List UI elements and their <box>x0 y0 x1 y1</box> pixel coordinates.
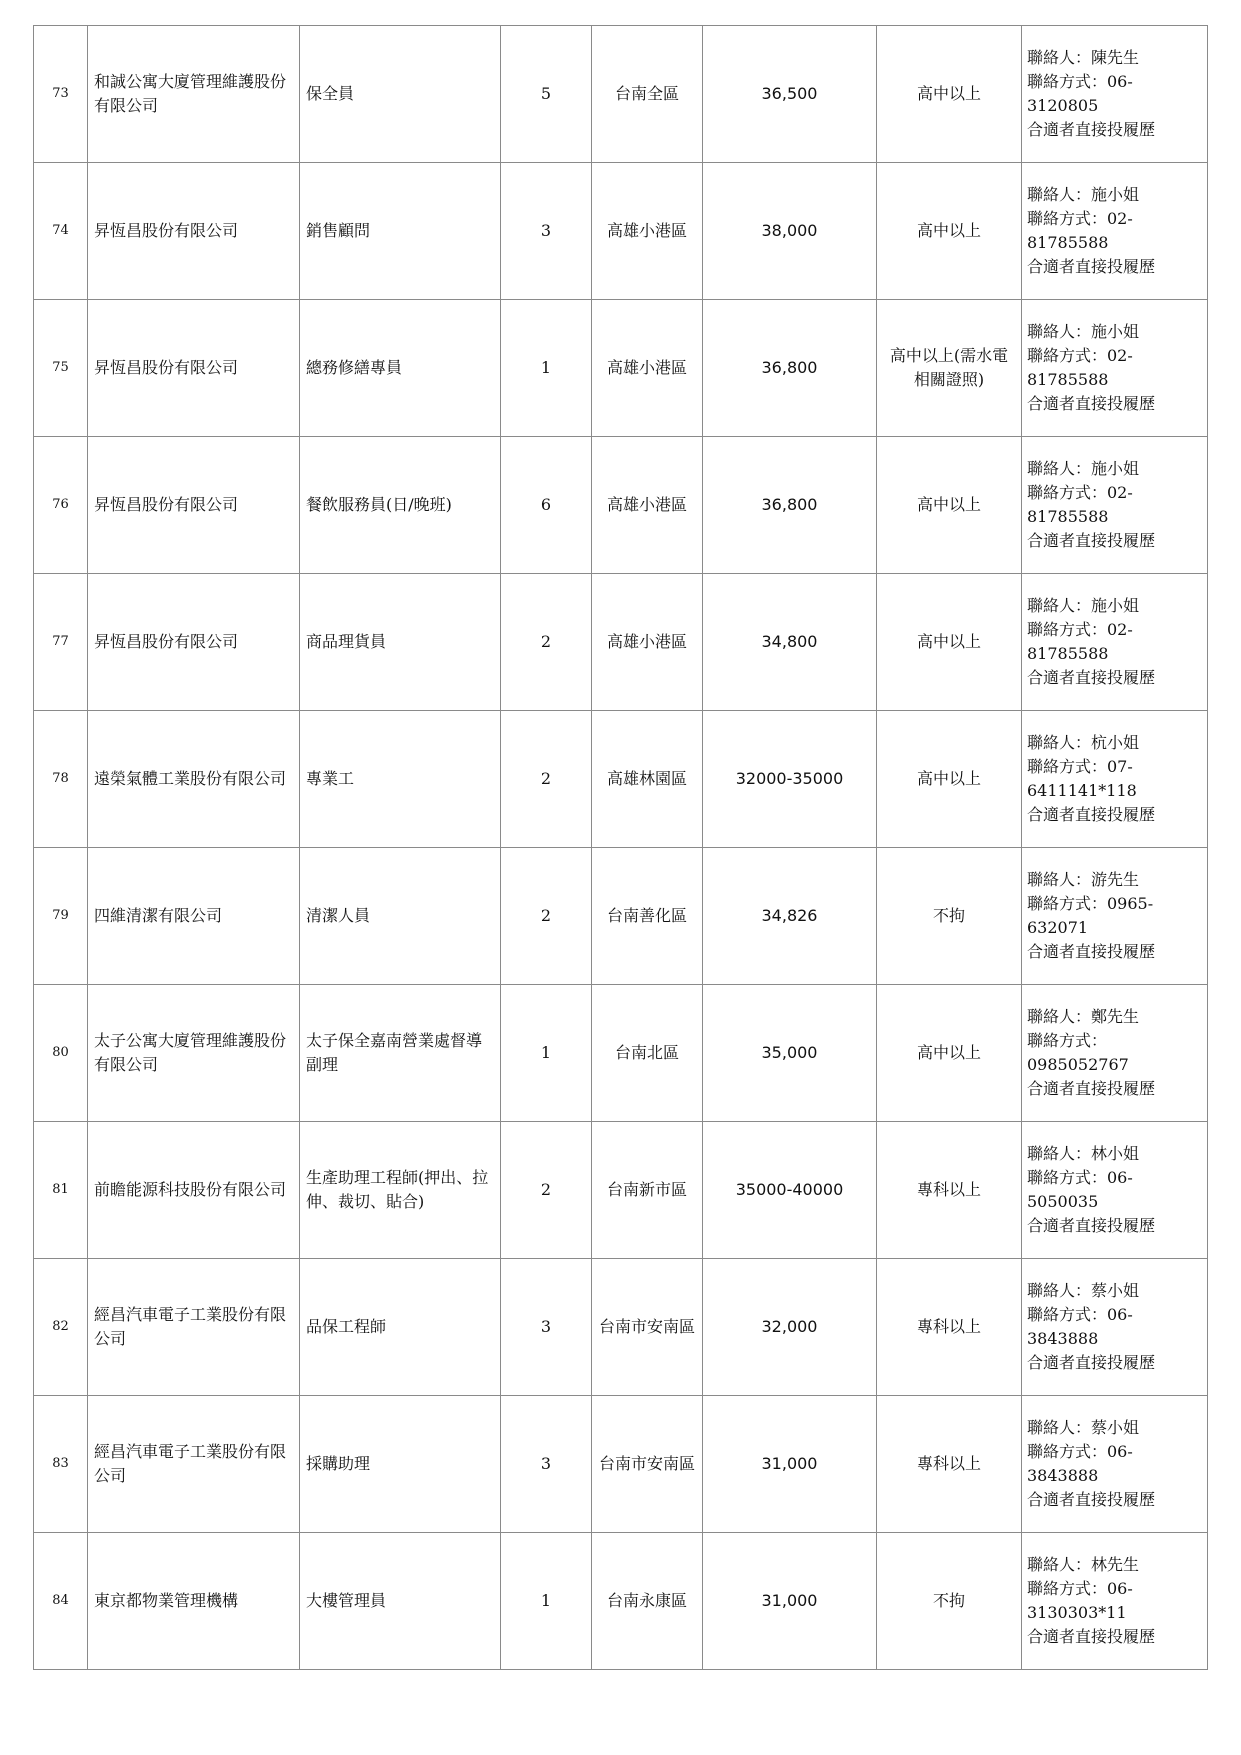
work-location-cell: 高雄小港區 <box>592 574 703 711</box>
contact-line: 合適者直接投履歷 <box>1027 120 1156 139</box>
work-location-cell: 台南新市區 <box>592 1122 703 1259</box>
contact-info-cell <box>1022 26 1208 163</box>
row-number-cell: 77 <box>34 574 88 711</box>
work-location-cell: 台南善化區 <box>592 848 703 985</box>
table-row <box>34 574 1208 711</box>
education-requirement-cell: 高中以上 <box>877 163 1022 300</box>
contact-info-cell <box>1022 1259 1208 1396</box>
work-location-cell: 高雄小港區 <box>592 437 703 574</box>
salary-cell: 35,000 <box>703 985 877 1122</box>
table-row <box>34 1259 1208 1396</box>
contact-line: 聯絡人：施小姐 <box>1027 322 1140 341</box>
contact-line: 0985052767 <box>1027 1055 1129 1074</box>
contact-info-cell <box>1022 1396 1208 1533</box>
salary-cell: 35000-40000 <box>703 1122 877 1259</box>
row-number-cell: 76 <box>34 437 88 574</box>
contact-line: 合適者直接投履歷 <box>1027 1079 1156 1098</box>
table-row <box>34 848 1208 985</box>
headcount-cell: 2 <box>501 1122 592 1259</box>
company-name-cell: 太子公寓大廈管理維護股份有限公司 <box>88 985 300 1122</box>
contact-line: 聯絡方式：06- <box>1027 1305 1133 1324</box>
contact-line: 聯絡人：杭小姐 <box>1027 733 1140 752</box>
education-requirement-cell: 專科以上 <box>877 1396 1022 1533</box>
contact-line: 合適者直接投履歷 <box>1027 1627 1156 1646</box>
row-number-cell: 75 <box>34 300 88 437</box>
contact-info-cell <box>1022 437 1208 574</box>
contact-line: 聯絡人：林小姐 <box>1027 1144 1140 1163</box>
contact-line: 聯絡人：蔡小姐 <box>1027 1281 1140 1300</box>
row-number-cell: 82 <box>34 1259 88 1396</box>
salary-cell: 34,800 <box>703 574 877 711</box>
contact-info-cell <box>1022 300 1208 437</box>
row-number-cell: 74 <box>34 163 88 300</box>
headcount-cell: 1 <box>501 300 592 437</box>
salary-cell: 36,500 <box>703 26 877 163</box>
row-number-cell: 73 <box>34 26 88 163</box>
table-row <box>34 1533 1208 1670</box>
contact-line: 聯絡方式：06- <box>1027 72 1133 91</box>
company-name-cell: 東京都物業管理機構 <box>88 1533 300 1670</box>
contact-line: 81785588 <box>1027 370 1109 389</box>
work-location-cell: 高雄林園區 <box>592 711 703 848</box>
headcount-cell: 3 <box>501 163 592 300</box>
company-name-cell: 和誠公寓大廈管理維護股份有限公司 <box>88 26 300 163</box>
education-requirement-cell: 高中以上 <box>877 26 1022 163</box>
row-number-cell: 83 <box>34 1396 88 1533</box>
company-name-cell: 遠榮氣體工業股份有限公司 <box>88 711 300 848</box>
company-name-cell: 經昌汽車電子工業股份有限公司 <box>88 1396 300 1533</box>
work-location-cell: 台南永康區 <box>592 1533 703 1670</box>
contact-info-cell <box>1022 848 1208 985</box>
education-requirement-cell: 高中以上 <box>877 437 1022 574</box>
contact-line: 6411141*118 <box>1027 781 1137 800</box>
education-requirement-cell: 高中以上 <box>877 711 1022 848</box>
contact-line: 聯絡方式：02- <box>1027 209 1133 228</box>
contact-line: 聯絡方式：02- <box>1027 483 1133 502</box>
company-name-cell: 經昌汽車電子工業股份有限公司 <box>88 1259 300 1396</box>
contact-line: 聯絡人：施小姐 <box>1027 596 1140 615</box>
contact-line: 合適者直接投履歷 <box>1027 1353 1156 1372</box>
contact-info-cell <box>1022 574 1208 711</box>
work-location-cell: 高雄小港區 <box>592 300 703 437</box>
table-row <box>34 985 1208 1122</box>
education-requirement-cell: 專科以上 <box>877 1122 1022 1259</box>
job-title-cell: 銷售顧問 <box>300 163 501 300</box>
contact-info-cell <box>1022 711 1208 848</box>
contact-line: 合適者直接投履歷 <box>1027 1490 1156 1509</box>
job-title-cell: 太子保全嘉南營業處督導副理 <box>300 985 501 1122</box>
contact-line: 81785588 <box>1027 233 1109 252</box>
job-title-cell: 專業工 <box>300 711 501 848</box>
contact-line: 合適者直接投履歷 <box>1027 394 1156 413</box>
contact-line: 聯絡方式：06- <box>1027 1442 1133 1461</box>
contact-line: 81785588 <box>1027 644 1109 663</box>
job-title-cell: 餐飲服務員(日/晚班) <box>300 437 501 574</box>
row-number-cell: 78 <box>34 711 88 848</box>
contact-line: 合適者直接投履歷 <box>1027 805 1156 824</box>
contact-line: 聯絡方式： <box>1027 1031 1108 1050</box>
contact-info-cell <box>1022 985 1208 1122</box>
contact-line: 聯絡方式：02- <box>1027 346 1133 365</box>
job-listing-table <box>33 25 1208 1670</box>
job-title-cell: 保全員 <box>300 26 501 163</box>
headcount-cell: 5 <box>501 26 592 163</box>
contact-line: 聯絡人：陳先生 <box>1027 48 1140 67</box>
contact-line: 聯絡人：蔡小姐 <box>1027 1418 1140 1437</box>
education-requirement-cell: 專科以上 <box>877 1259 1022 1396</box>
table-row <box>34 437 1208 574</box>
headcount-cell: 3 <box>501 1396 592 1533</box>
contact-line: 81785588 <box>1027 507 1109 526</box>
salary-cell: 31,000 <box>703 1533 877 1670</box>
contact-line: 合適者直接投履歷 <box>1027 257 1156 276</box>
headcount-cell: 2 <box>501 711 592 848</box>
headcount-cell: 6 <box>501 437 592 574</box>
headcount-cell: 2 <box>501 574 592 711</box>
salary-cell: 36,800 <box>703 437 877 574</box>
job-title-cell: 總務修繕專員 <box>300 300 501 437</box>
salary-cell: 32000-35000 <box>703 711 877 848</box>
salary-cell: 34,826 <box>703 848 877 985</box>
contact-line: 合適者直接投履歷 <box>1027 668 1156 687</box>
contact-line: 聯絡方式：06- <box>1027 1168 1133 1187</box>
table-row <box>34 711 1208 848</box>
table-row <box>34 163 1208 300</box>
education-requirement-cell: 不拘 <box>877 848 1022 985</box>
contact-line: 3130303*11 <box>1027 1603 1127 1622</box>
headcount-cell: 1 <box>501 985 592 1122</box>
row-number-cell: 84 <box>34 1533 88 1670</box>
contact-line: 3843888 <box>1027 1329 1099 1348</box>
salary-cell: 32,000 <box>703 1259 877 1396</box>
company-name-cell: 四維清潔有限公司 <box>88 848 300 985</box>
job-title-cell: 品保工程師 <box>300 1259 501 1396</box>
headcount-cell: 2 <box>501 848 592 985</box>
contact-line: 3843888 <box>1027 1466 1099 1485</box>
job-title-cell: 大樓管理員 <box>300 1533 501 1670</box>
contact-line: 聯絡人：施小姐 <box>1027 185 1140 204</box>
work-location-cell: 台南全區 <box>592 26 703 163</box>
row-number-cell: 81 <box>34 1122 88 1259</box>
table-row <box>34 1396 1208 1533</box>
contact-info-cell <box>1022 163 1208 300</box>
work-location-cell: 台南北區 <box>592 985 703 1122</box>
job-rows <box>34 26 1208 1670</box>
company-name-cell: 前瞻能源科技股份有限公司 <box>88 1122 300 1259</box>
contact-line: 聯絡人：游先生 <box>1027 870 1140 889</box>
contact-line: 聯絡方式：0965- <box>1027 894 1154 913</box>
salary-cell: 38,000 <box>703 163 877 300</box>
company-name-cell: 昇恆昌股份有限公司 <box>88 574 300 711</box>
row-number-cell: 79 <box>34 848 88 985</box>
contact-line: 3120805 <box>1027 96 1099 115</box>
salary-cell: 36,800 <box>703 300 877 437</box>
contact-line: 合適者直接投履歷 <box>1027 1216 1156 1235</box>
headcount-cell: 1 <box>501 1533 592 1670</box>
contact-line: 合適者直接投履歷 <box>1027 942 1156 961</box>
company-name-cell: 昇恆昌股份有限公司 <box>88 163 300 300</box>
table-row <box>34 1122 1208 1259</box>
work-location-cell: 台南市安南區 <box>592 1396 703 1533</box>
contact-line: 聯絡方式：02- <box>1027 620 1133 639</box>
job-title-cell: 生產助理工程師(押出、拉伸、裁切、貼合) <box>300 1122 501 1259</box>
table-row <box>34 26 1208 163</box>
company-name-cell: 昇恆昌股份有限公司 <box>88 437 300 574</box>
job-title-cell: 商品理貨員 <box>300 574 501 711</box>
work-location-cell: 高雄小港區 <box>592 163 703 300</box>
company-name-cell: 昇恆昌股份有限公司 <box>88 300 300 437</box>
contact-line: 5050035 <box>1027 1192 1099 1211</box>
contact-line: 632071 <box>1027 918 1089 937</box>
education-requirement-cell: 高中以上 <box>877 985 1022 1122</box>
job-title-cell: 採購助理 <box>300 1396 501 1533</box>
work-location-cell: 台南市安南區 <box>592 1259 703 1396</box>
table-row <box>34 300 1208 437</box>
salary-cell: 31,000 <box>703 1396 877 1533</box>
contact-line: 聯絡人：林先生 <box>1027 1555 1140 1574</box>
education-requirement-cell: 不拘 <box>877 1533 1022 1670</box>
contact-line: 聯絡方式：06- <box>1027 1579 1133 1598</box>
contact-line: 合適者直接投履歷 <box>1027 531 1156 550</box>
contact-line: 聯絡人：鄭先生 <box>1027 1007 1140 1026</box>
job-title-cell: 清潔人員 <box>300 848 501 985</box>
contact-line: 聯絡人：施小姐 <box>1027 459 1140 478</box>
row-number-cell: 80 <box>34 985 88 1122</box>
contact-info-cell <box>1022 1122 1208 1259</box>
education-requirement-cell: 高中以上 <box>877 574 1022 711</box>
headcount-cell: 3 <box>501 1259 592 1396</box>
education-requirement-cell: 高中以上(需水電相關證照) <box>877 300 1022 437</box>
contact-line: 聯絡方式：07- <box>1027 757 1133 776</box>
contact-info-cell <box>1022 1533 1208 1670</box>
